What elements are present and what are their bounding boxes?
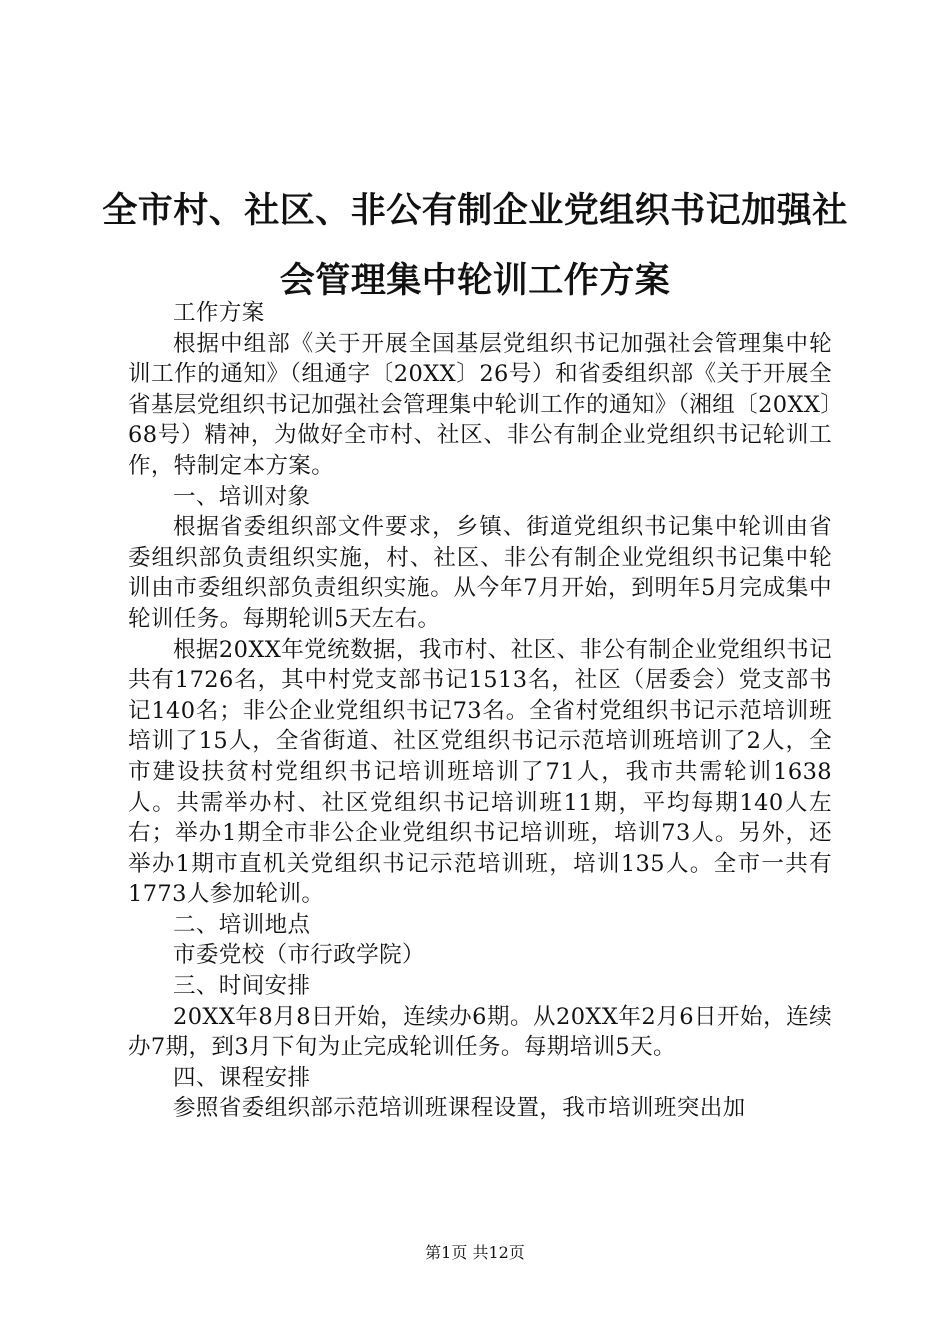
document-title: 全市村、社区、非公有制企业党组织书记加强社会管理集中轮训工作方案 (102, 191, 848, 301)
paragraph-intro: 根据中组部《关于开展全国基层党组织书记加强社会管理集中轮训工作的通知》（组通字〔20XX〕26号）和省委组织部《关于开展全省基层党组织书记加强社会管理集中轮训工作的通知》（湘组〔20XX〕68号）精神，为做好全市村、社区、非公有制企业党组织书记轮训工作，特制定本方案。 (128, 330, 832, 479)
section-heading-targets: 一、培训对象 (173, 483, 311, 510)
paragraph-heading-plan: 工作方案 (173, 300, 265, 326)
document-body (128, 298, 832, 1124)
page-footer: 第1页 共12页 (425, 1243, 525, 1262)
section-heading-courses: 四、课程安排 (173, 1064, 311, 1091)
paragraph-targets: 根据省委组织部文件要求，乡镇、街道党组织书记集中轮训由省委组织部负责组织实施，村、社区、非公有制企业党组织书记集中轮训由市委组织部负责组织实施。从今年7月开始，到明年5月完成集中轮训任务。每期轮训5天左右。 (128, 514, 832, 632)
paragraph-location: 市委党校（市行政学院） (173, 942, 425, 969)
section-heading-location: 二、培训地点 (173, 911, 311, 938)
paragraph-statistics: 根据20XX年党统数据，我市村、社区、非公有制企业党组织书记共有1726名，其中村党支部书记1513名，社区（居委会）党支部书记140名；非公企业党组织书记73名。全省村党组织书记示范培训班培训了15人，全省街道、社区党组织书记示范培训班培训了2人，全市建设扶贫村党组织书记培训班培训了71人，我市共需轮训1638人。共需举办村、社区党组织书记培训班11期，平均每期140人左右；举办1期全市非公企业党组织书记培训班，培训73人。另外，还举办1期市直机关党组织书记示范培训班，培训135人。全市一共有1773人参加轮训。 (128, 636, 832, 908)
section-heading-schedule: 三、时间安排 (173, 973, 311, 1000)
paragraph-schedule: 20XX年8月8日开始，连续办6期。从20XX年2月6日开始，连续办7期，到3月下旬为止完成轮训任务。每期培训5天。 (128, 1003, 832, 1061)
paragraph-courses: 参照省委组织部示范培训班课程设置，我市培训班突出加 (173, 1095, 746, 1122)
